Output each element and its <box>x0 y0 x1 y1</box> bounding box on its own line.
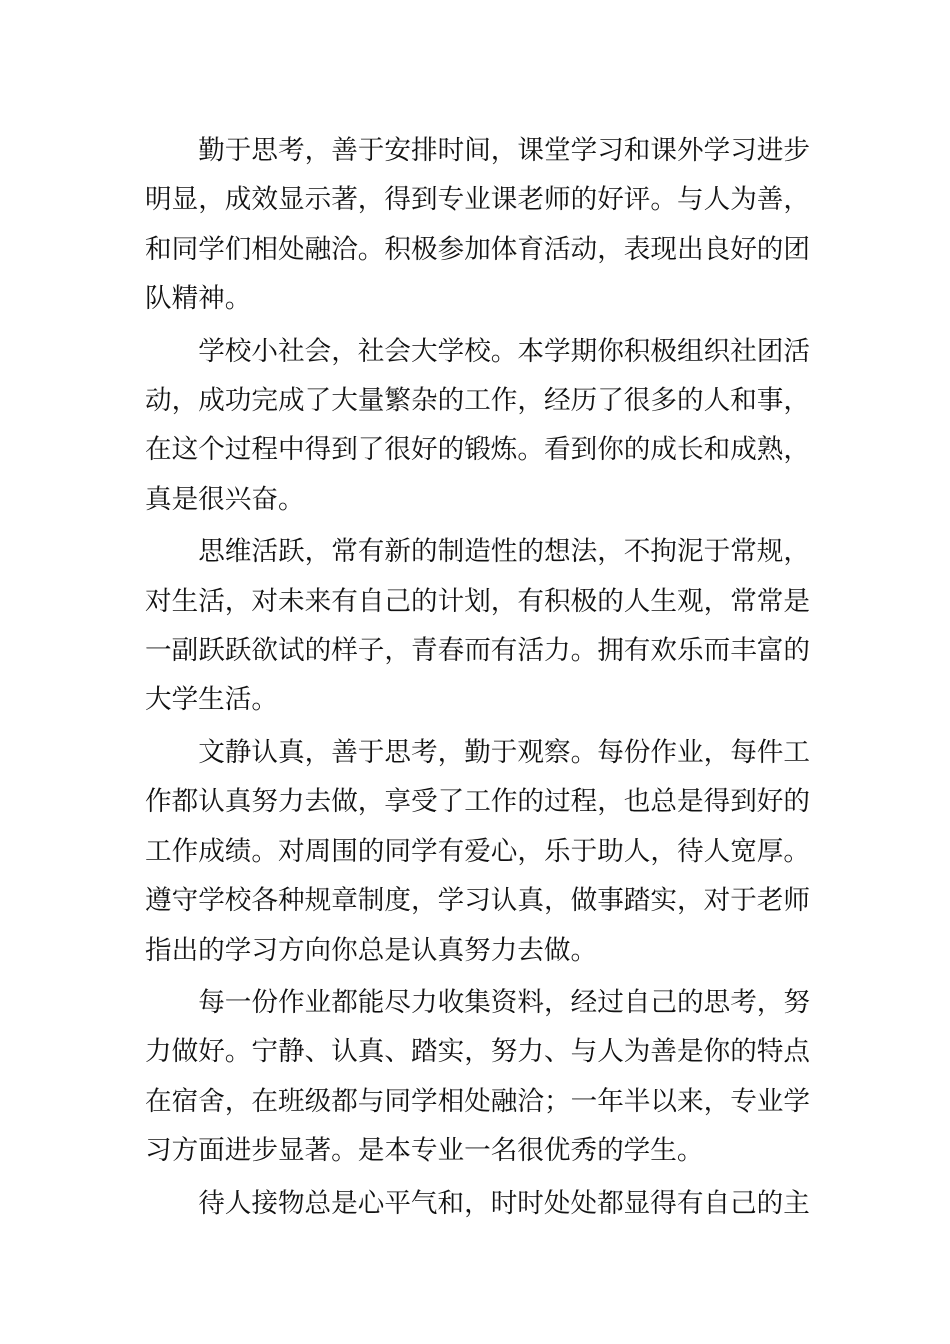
document-body <box>145 126 810 1232</box>
paragraph-1: 勤于思考，善于安排时间，课堂学习和课外学习进步明显，成效显示著，得到专业课老师的好评。与人为善，和同学们相处融洽。积极参加体育活动，表现出良好的团队精神。 <box>145 135 810 315</box>
paragraph-2: 学校小社会，社会大学校。本学期你积极组织社团活动，成功完成了大量繁杂的工作，经历了很多的人和事，在这个过程中得到了很好的锻炼。看到你的成长和成熟，真是很兴奋。 <box>145 335 810 515</box>
paragraph-6: 待人接物总是心平气和，时时处处都显得有自己的主 <box>198 1187 810 1219</box>
paragraph-3: 思维活跃，常有新的制造性的想法，不拘泥于常规，对生活，对未来有自己的计划，有积极的人生观，常常是一副跃跃欲试的样子，青春而有活力。拥有欢乐而丰富的大学生活。 <box>145 536 810 716</box>
paragraph-5: 每一份作业都能尽力收集资料，经过自己的思考，努力做好。宁静、认真、踏实，努力、与人为善是你的特点在宿舍，在班级都与同学相处融洽；一年半以来，专业学习方面进步显著。是本专业一名很优秀的学生。 <box>145 986 810 1167</box>
paragraph-4: 文静认真，善于思考，勤于观察。每份作业，每件工作都认真努力去做，享受了工作的过程，也总是得到好的工作成绩。对周围的同学有爱心，乐于助人，待人宽厚。遵守学校各种规章制度，学习认真，做事踏实，对于老师指出的学习方向你总是认真努力去做。 <box>145 736 810 966</box>
